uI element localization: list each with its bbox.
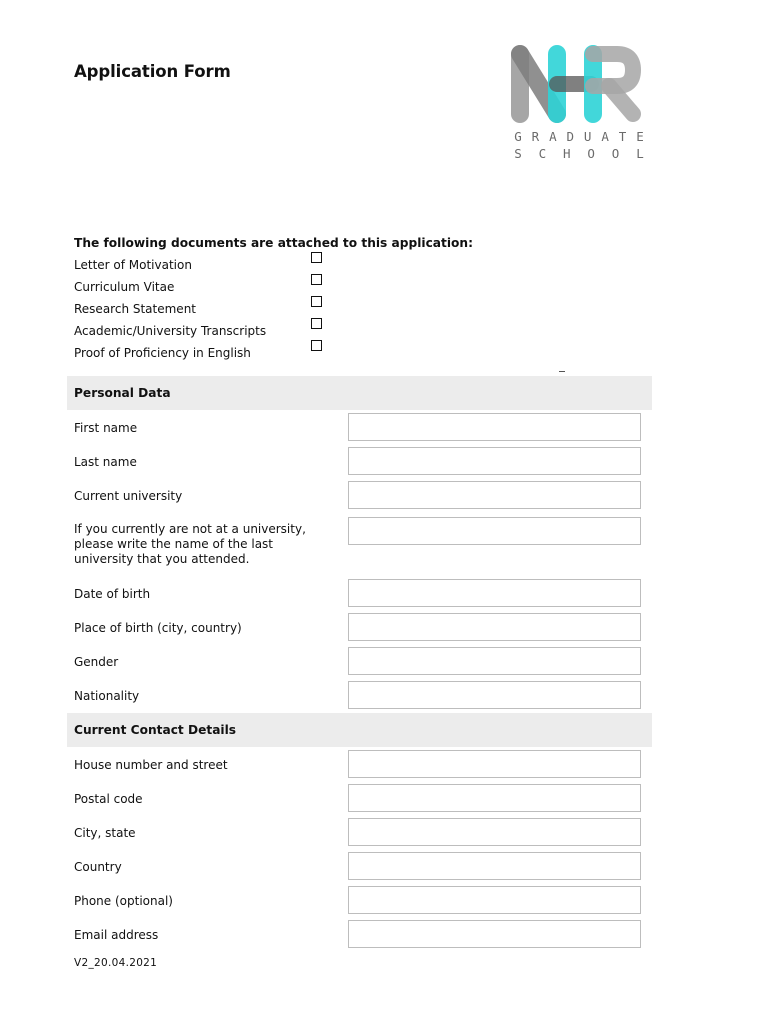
city-state-label: City, state: [74, 826, 136, 840]
last-university-label: If you currently are not at a university, please write the name of the last university that you attended.: [74, 522, 306, 566]
document-label: Curriculum Vitae: [74, 280, 175, 294]
phone-label: Phone (optional): [74, 894, 173, 908]
nationality-field[interactable]: [348, 681, 641, 709]
documents-heading: The following documents are attached to this application:: [74, 236, 473, 250]
nhr-graduate-school-logo: [509, 42, 645, 162]
logo-letter: O: [611, 146, 620, 161]
document-item-letter-of-motivation: [74, 258, 329, 276]
curriculum-vitae-checkbox[interactable]: [311, 274, 322, 285]
logo-letter: O: [587, 146, 595, 161]
logo-letter: U: [583, 129, 592, 144]
logo-letter: S: [514, 146, 522, 161]
country-field[interactable]: [348, 852, 641, 880]
current-university-field[interactable]: [348, 481, 641, 509]
gender-field[interactable]: [348, 647, 641, 675]
street-field[interactable]: [348, 750, 641, 778]
logo-letter: G: [514, 129, 522, 144]
phone-field[interactable]: [348, 886, 641, 914]
email-label: Email address: [74, 928, 159, 942]
research-statement-checkbox[interactable]: [311, 296, 322, 307]
logo-letter: T: [618, 129, 627, 144]
country-label: Country: [74, 860, 122, 874]
logo-letter: E: [636, 129, 644, 144]
postal-code-label: Postal code: [74, 792, 143, 806]
form-version: V2_20.04.2021: [74, 957, 158, 969]
logo-text-school: [513, 146, 645, 161]
page-title: Application Form: [74, 62, 231, 81]
email-field[interactable]: [348, 920, 641, 948]
document-item-research-statement: [74, 302, 329, 320]
gender-label: Gender: [74, 655, 119, 669]
logo-letter: A: [601, 129, 609, 144]
last-name-label: Last name: [74, 455, 137, 469]
document-label: Letter of Motivation: [74, 258, 192, 272]
english-proficiency-checkbox[interactable]: [311, 340, 322, 351]
document-label: Proof of Proficiency in English: [74, 346, 251, 360]
section-title: Current Contact Details: [74, 723, 237, 737]
street-label: House number and street: [74, 758, 228, 772]
logo-text-graduate: [513, 129, 645, 144]
section-title: Personal Data: [74, 386, 171, 400]
document-item-transcripts: [74, 324, 329, 342]
logo-letter: H: [563, 146, 571, 161]
logo-letter: R: [531, 129, 540, 144]
logo-letter: D: [566, 129, 575, 144]
document-item-english-proficiency: [74, 346, 329, 364]
date-of-birth-field[interactable]: [348, 579, 641, 607]
document-label: Research Statement: [74, 302, 197, 316]
first-name-field[interactable]: [348, 413, 641, 441]
last-university-field[interactable]: [348, 517, 641, 545]
postal-code-field[interactable]: [348, 784, 641, 812]
last-name-field[interactable]: [348, 447, 641, 475]
first-name-label: First name: [74, 421, 138, 435]
transcripts-checkbox[interactable]: [311, 318, 322, 329]
contact-details-section-header: [67, 713, 652, 747]
current-university-label: Current university: [74, 489, 183, 503]
city-state-field[interactable]: [348, 818, 641, 846]
place-of-birth-label: Place of birth (city, country): [74, 621, 242, 635]
letter-of-motivation-checkbox[interactable]: [311, 252, 322, 263]
logo-letter: A: [549, 129, 557, 144]
date-of-birth-label: Date of birth: [74, 587, 151, 601]
nationality-label: Nationality: [74, 689, 140, 703]
document-item-curriculum-vitae: [74, 280, 329, 298]
personal-data-section-header: [67, 376, 652, 410]
nhr-logo-mark: [509, 42, 645, 128]
document-label: Academic/University Transcripts: [74, 324, 267, 338]
logo-letter: L: [636, 146, 644, 161]
place-of-birth-field[interactable]: [348, 613, 641, 641]
divider-mark: [559, 371, 565, 372]
logo-letter: C: [538, 146, 547, 161]
